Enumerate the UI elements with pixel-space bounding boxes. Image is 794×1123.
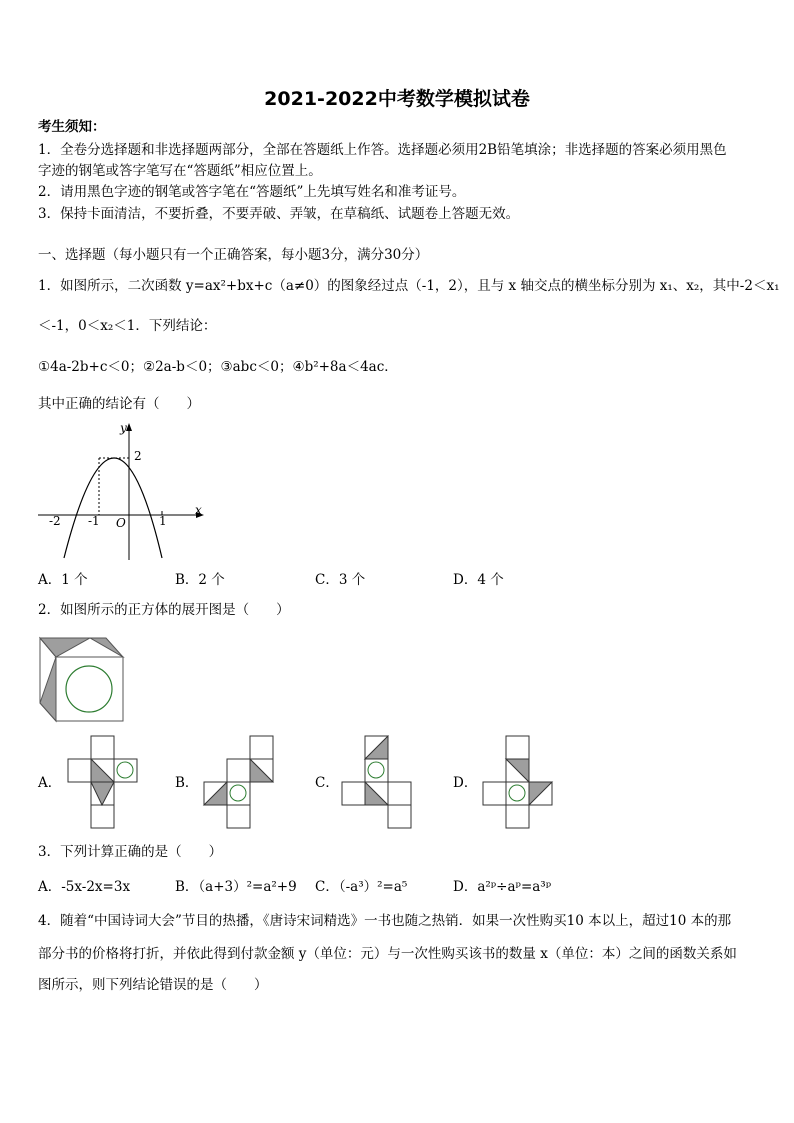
q1-conclusions: ①4a-2b+c＜0；②2a-b＜0；③abc＜0；④b²+8a＜4ac． — [38, 359, 398, 375]
q2-stem: 2．如图所示的正方体的展开图是（ ） — [38, 602, 290, 618]
tick-label-1: 1 — [159, 514, 167, 528]
q1-stem-line2: ＜-1，0＜x₂＜1．下列结论： — [38, 318, 217, 334]
x-axis-label: x — [195, 503, 202, 517]
q2-option-c-label[interactable]: C． — [315, 775, 339, 791]
q1-option-c[interactable]: C．3 个 — [315, 572, 366, 588]
q1-option-d[interactable]: D．4 个 — [453, 572, 504, 588]
q3-stem: 3．下列计算正确的是（ ） — [38, 844, 223, 860]
q1-stem-line1: 1．如图所示，二次函数 y=ax²+bx+c（a≠0）的图象经过点（-1，2），且与 x 轴交点的横坐标分别为 x₁、x₂，其中-2＜x₁ — [38, 278, 780, 294]
section-heading: 一、选择题（每小题只有一个正确答案，每小题3分，满分30分） — [38, 247, 429, 263]
q2-net-a[interactable] — [66, 735, 146, 831]
q1-option-a[interactable]: A．1 个 — [38, 572, 88, 588]
q3-option-b[interactable]: B．（a+3）²=a²+9 — [175, 879, 297, 895]
notice-item-1-cont: 字迹的钢笔或答字笔写在“答题纸”相应位置上。 — [38, 163, 322, 179]
q2-option-d-label[interactable]: D． — [453, 775, 478, 791]
tick-label-neg2: -2 — [49, 514, 61, 528]
q3-option-c[interactable]: C．（-a³）²=a⁵ — [315, 879, 408, 895]
q2-option-b-label[interactable]: B． — [175, 775, 199, 791]
notice-item-2: 2．请用黑色字迹的钢笔或答字笔在“答题纸”上先填写姓名和准考证号。 — [38, 184, 466, 200]
q2-net-d[interactable] — [481, 735, 561, 831]
page-title: 2021-2022中考数学模拟试卷 — [264, 88, 530, 110]
q2-net-c[interactable] — [340, 735, 420, 831]
y-axis-label: y — [120, 421, 127, 435]
q1-option-b[interactable]: B．2 个 — [175, 572, 225, 588]
q1-parabola-graph — [34, 420, 209, 562]
notice-heading: 考生须知： — [38, 119, 106, 135]
q4-stem-line1: 4．随着“中国诗词大会”节目的热播，《唐诗宋词精选》一书也随之热销．如果一次性购买10 本以上，超过10 本的那 — [38, 913, 732, 929]
origin-label: O — [116, 516, 126, 530]
q2-net-b[interactable] — [202, 735, 282, 831]
q4-stem-line3: 图所示，则下列结论错误的是（ ） — [38, 977, 268, 993]
q3-option-a[interactable]: A．-5x-2x=3x — [38, 879, 131, 895]
q2-cube-figure — [36, 633, 128, 723]
notice-item-1: 1．全卷分选择题和非选择题两部分，全部在答题纸上作答。选择题必须用2B铅笔填涂；非选择题的答案必须用黑色 — [38, 142, 727, 158]
tick-label-neg1: -1 — [88, 514, 100, 528]
q3-option-d[interactable]: D．a²ᵖ÷aᵖ=a³ᵖ — [453, 879, 552, 895]
q2-option-a-label[interactable]: A． — [38, 775, 62, 791]
q4-stem-line2: 部分书的价格将打折，并依此得到付款金额 y（单位：元）与一次性购买该书的数量 x（单位：本）之间的函数关系如 — [38, 946, 737, 962]
notice-item-3: 3．保持卡面清洁，不要折叠，不要弄破、弄皱，在草稿纸、试题卷上答题无效。 — [38, 206, 520, 222]
vertex-value-label: 2 — [134, 449, 142, 463]
q1-question: 其中正确的结论有（ ） — [38, 396, 200, 412]
